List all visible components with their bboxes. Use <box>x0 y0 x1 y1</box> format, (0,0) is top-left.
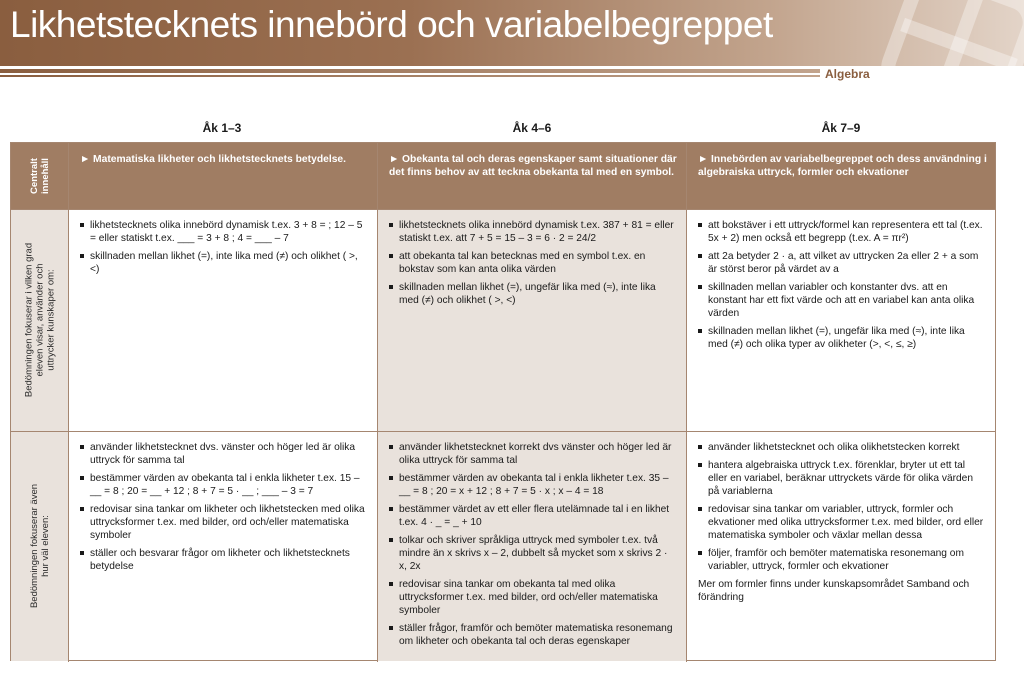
row-label-knowledge: Bedömningen fokuserar i vilken grad eleven visar, använder och uttrycker kunskaper om: <box>11 209 68 431</box>
window-logo-icon <box>874 0 1024 130</box>
list-item: bestämmer värden av obekanta tal i enkla likheter t.ex. 35 – __ = 8 ; 20 = x + 12 ; 8 + 7 = 5 · x ; x – 4 = 18 <box>389 472 676 498</box>
list-item: skillnaden mellan likhet (=), ungefär lika med (≈), inte lika med (≠) och olika typer av olikheter (>, <, ≤, ≥) <box>698 325 985 351</box>
divider <box>68 143 69 662</box>
list-item: hantera algebraiska uttryck t.ex. förenklar, bryter ut ett tal eller en variabel, beräknar uttryckets värde för olika värden på variablerna <box>698 459 985 498</box>
list-item: skillnaden mellan likhet (=), inte lika med (≠) och olikhet ( >, <) <box>80 250 367 276</box>
page-title: Likhetstecknets innebörd och variabelbegreppet <box>10 4 773 45</box>
curriculum-table <box>10 142 996 661</box>
list-item: bestämmer värden av obekanta tal i enkla likheter t.ex. 15 – __ = 8 ; 20 = __ + 12 ; 8 + 7 = 5 · __ ; ___ – 3 = 7 <box>80 472 367 498</box>
list-item: redovisar sina tankar om obekanta tal med olika uttrycksformer t.ex. med bilder, ord och/eller matematiska symboler <box>389 578 676 617</box>
list-item: bestämmer värdet av ett eller flera utelämnade tal i en likhet t.ex. 4 · _ = _ + 10 <box>389 503 676 529</box>
divider <box>377 143 378 662</box>
list-item: ställer frågor, framför och bemöter matematiska resonemang om likheter och obekanta tal och deras egenskaper <box>389 622 676 648</box>
central-content-ak7-9: ► Innebörden av variabelbegreppet och dess användning i algebraiska uttryck, formler och ekvationer <box>698 154 987 178</box>
row-label-central: Centralt innehåll <box>11 143 68 209</box>
list-item: att bokstäver i ett uttryck/formel kan representera ett tal (t.ex. 5x + 2) men också ett begrepp (t.ex. A = πr²) <box>698 219 985 245</box>
list-item: redovisar sina tankar om likheter och likhetstecken med olika uttrycksformer t.ex. med bilder, ord och/eller matematiska symboler <box>80 503 367 542</box>
knowledge-cell-ak7-9 <box>686 209 995 431</box>
header-rule <box>0 69 820 73</box>
knowledge-cell-ak1-3 <box>68 209 377 431</box>
column-header-ak4-6: Åk 4–6 <box>512 121 552 135</box>
list-item: använder likhetstecknet dvs. vänster och höger led är olika uttryck för samma tal <box>80 441 367 467</box>
column-header-ak7-9: Åk 7–9 <box>821 121 861 135</box>
divider <box>11 209 995 210</box>
abilities-cell-ak4-6 <box>377 431 686 661</box>
list-item: följer, framför och bemöter matematiska resonemang om variabler, uttryck, formler och ekvationer <box>698 547 985 573</box>
list-item: skillnaden mellan variabler och konstanter dvs. att en konstant har ett fixt värde och att en variabel kan anta olika värden <box>698 281 985 320</box>
central-content-ak1-3: ► Matematiska likheter och likhetstecknets betydelse. <box>80 154 347 165</box>
list-item: tolkar och skriver språkliga uttryck med symboler t.ex. två mindre än x skrivs x – 2, dubbelt så mycket som x skrivs 2 · x, 2x <box>389 534 676 573</box>
list-item: ställer och besvarar frågor om likheter och likhetstecknets betydelse <box>80 547 367 573</box>
list-item: använder likhetstecknet korrekt dvs vänster och höger led är olika uttryck för samma tal <box>389 441 676 467</box>
abilities-cell-ak1-3 <box>68 431 377 661</box>
list-item: likhetstecknets olika innebörd dynamisk t.ex. 387 + 81 = eller statiskt t.ex. att 7 + 5 = 15 – 3 = 6 · 2 = 24/2 <box>389 219 676 245</box>
knowledge-cell-ak4-6 <box>377 209 686 431</box>
formula-note: Mer om formler finns under kunskapsområdet Samband och förändring <box>698 579 970 603</box>
central-content-ak4-6: ► Obekanta tal och deras egenskaper samt situationer där det finns behov av att teckna obekanta tal med en symbol. <box>389 154 677 178</box>
row-label-abilities: Bedömningen fokuserar även hur väl eleven: <box>11 431 68 661</box>
list-item: redovisar sina tankar om variabler, uttryck, formler och ekvationer med olika uttrycksformer t.ex. med bilder, ord eller matematiska symboler och växlar mellan dessa <box>698 503 985 542</box>
list-item: likhetstecknets olika innebörd dynamisk t.ex. 3 + 8 = ; 12 – 5 = eller statiskt t.ex. ___ = 3 + 8 ; 4 = ___ – 7 <box>80 219 367 245</box>
list-item: använder likhetstecknet och olika olikhetstecken korrekt <box>698 441 985 454</box>
list-item: att 2a betyder 2 · a, att vilket av uttrycken 2a eller 2 + a som är störst beror på värdet av a <box>698 250 985 276</box>
list-item: att obekanta tal kan betecknas med en symbol t.ex. en bokstav som kan anta olika värden <box>389 250 676 276</box>
subject-label: Algebra <box>825 67 870 81</box>
list-item: skillnaden mellan likhet (=), ungefär lika med (≈), inte lika med (≠) och olikhet ( >, <) <box>389 281 676 307</box>
abilities-cell-ak7-9 <box>686 431 995 661</box>
divider <box>686 143 687 662</box>
column-header-ak1-3: Åk 1–3 <box>202 121 242 135</box>
divider <box>11 431 995 432</box>
header-rule-thin <box>0 75 820 77</box>
